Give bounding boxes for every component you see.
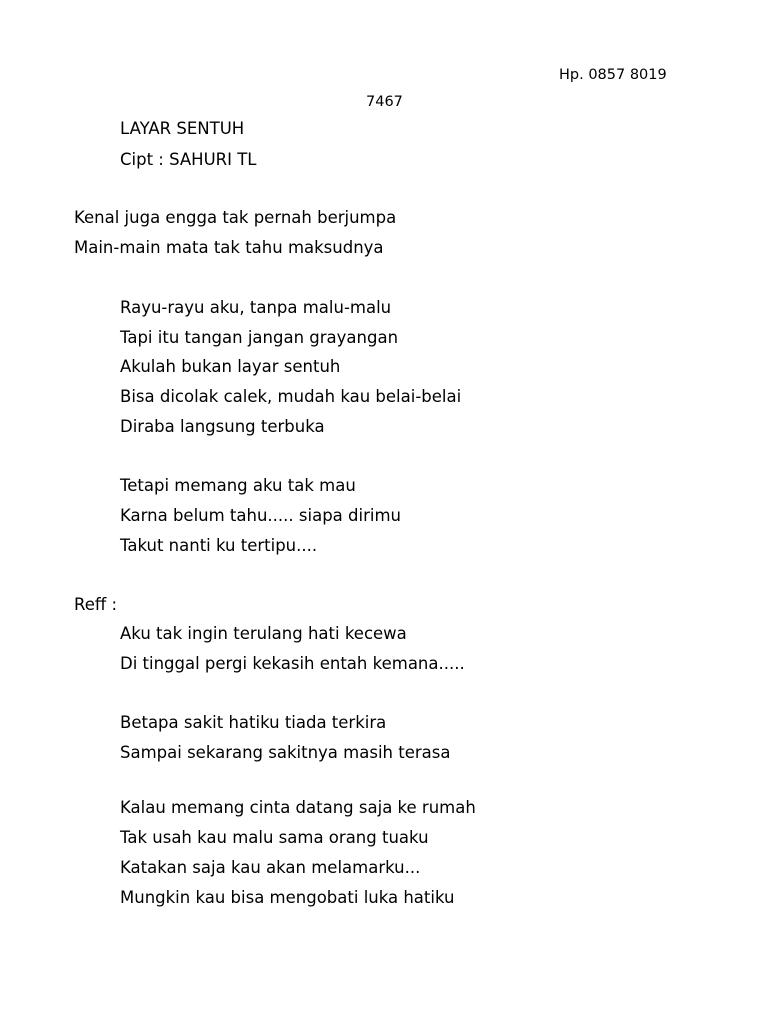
song-title: LAYAR SENTUH (120, 119, 245, 138)
verse2-line: Takut nanti ku tertipu.... (120, 536, 318, 555)
reff-line: Sampai sekarang sakitnya masih terasa (120, 743, 451, 762)
intro-line: Main-main mata tak tahu maksudnya (74, 238, 384, 257)
verse1-line: Tapi itu tangan jangan grayangan (120, 328, 399, 347)
reff-line: Di tinggal pergi kekasih entah kemana..... (120, 654, 465, 673)
verse1-line: Diraba langsung terbuka (120, 417, 325, 436)
reff-line: Betapa sakit hatiku tiada terkira (120, 713, 387, 732)
song-composer: Cipt : SAHURI TL (120, 150, 257, 169)
verse2-line: Tetapi memang aku tak mau (120, 476, 356, 495)
intro-line: Kenal juga engga tak pernah berjumpa (74, 208, 397, 227)
reff-line: Mungkin kau bisa mengobati luka hatiku (120, 888, 455, 907)
reff-line: Katakan saja kau akan melamarku... (120, 858, 421, 877)
phone-number-continuation: 7467 (366, 94, 403, 110)
reff-line: Aku tak ingin terulang hati kecewa (120, 624, 407, 643)
verse1-line: Rayu-rayu aku, tanpa malu-malu (120, 298, 392, 317)
phone-number: Hp. 0857 8019 (559, 67, 667, 83)
reff-label: Reff : (74, 595, 118, 614)
reff-line: Tak usah kau malu sama orang tuaku (120, 828, 429, 847)
verse1-line: Akulah bukan layar sentuh (120, 357, 341, 376)
reff-line: Kalau memang cinta datang saja ke rumah (120, 798, 476, 817)
verse1-line: Bisa dicolak calek, mudah kau belai-belai (120, 387, 462, 406)
verse2-line: Karna belum tahu..... siapa dirimu (120, 506, 401, 525)
